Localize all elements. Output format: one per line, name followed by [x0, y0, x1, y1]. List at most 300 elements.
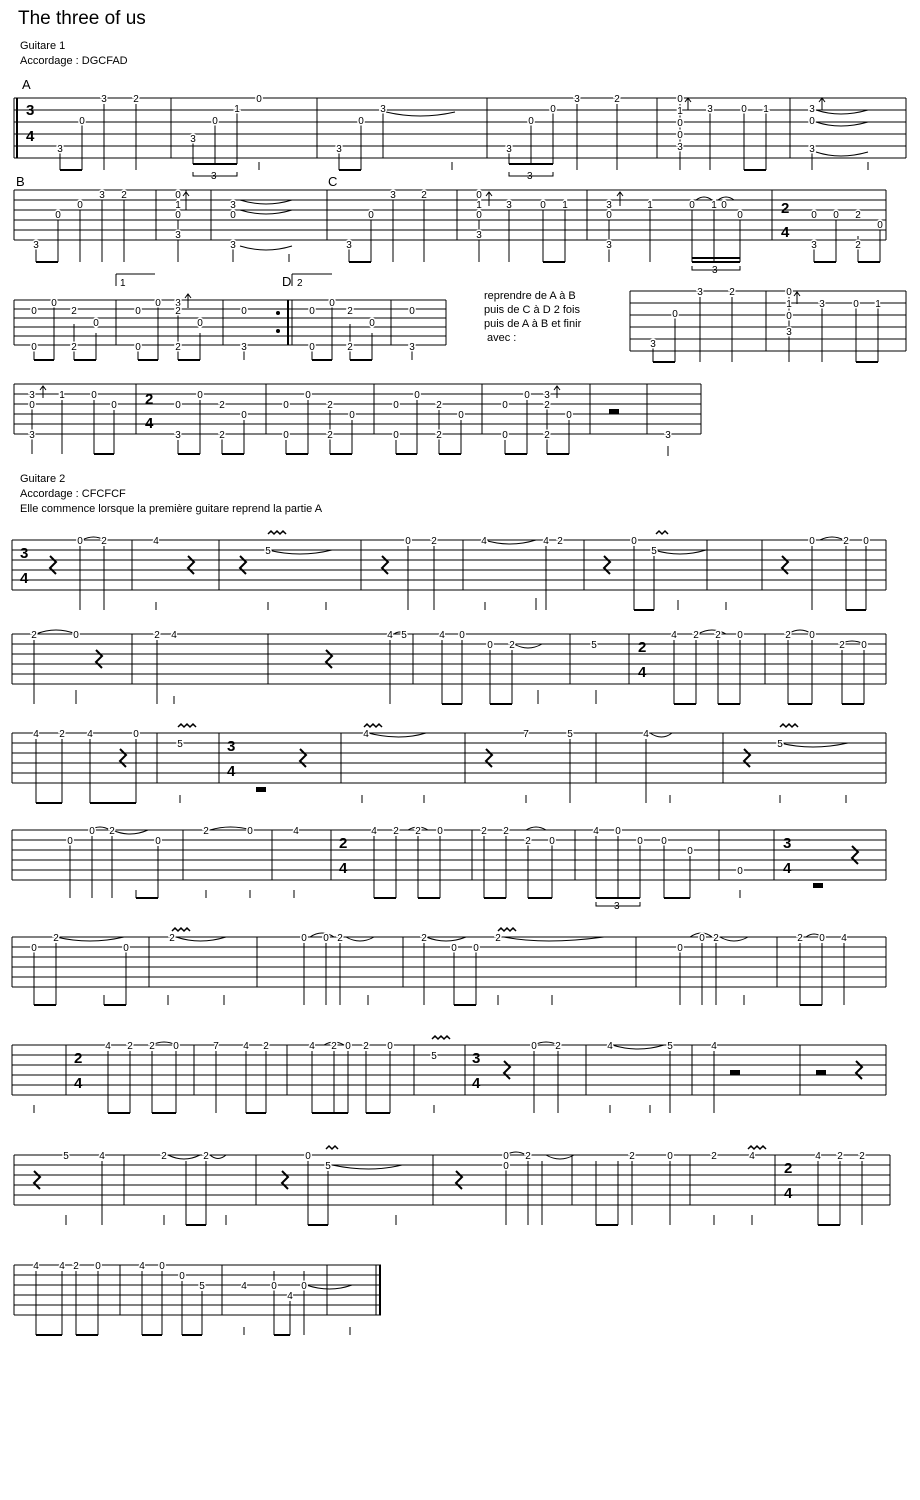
- svg-text:0: 0: [672, 309, 678, 320]
- svg-text:2: 2: [436, 430, 442, 441]
- svg-text:0: 0: [301, 933, 307, 944]
- svg-text:3: 3: [380, 104, 386, 115]
- repeat-line-1: reprendre de A à B: [484, 290, 576, 302]
- svg-text:0: 0: [393, 400, 399, 411]
- svg-text:4: 4: [287, 1291, 293, 1302]
- svg-text:0: 0: [853, 299, 859, 310]
- svg-text:0: 0: [301, 1281, 307, 1292]
- svg-text:2: 2: [557, 536, 563, 547]
- svg-text:3: 3: [99, 190, 105, 201]
- svg-text:0: 0: [528, 116, 534, 127]
- svg-text:2: 2: [71, 306, 77, 317]
- time-signature-numerator: 3: [26, 102, 35, 119]
- svg-text:0: 0: [77, 536, 83, 547]
- svg-text:0: 0: [67, 836, 73, 847]
- svg-text:3: 3: [57, 144, 63, 155]
- svg-text:0: 0: [661, 836, 667, 847]
- svg-text:3: 3: [230, 200, 236, 211]
- svg-text:1: 1: [786, 299, 792, 310]
- svg-text:0: 0: [133, 729, 139, 740]
- svg-text:3: 3: [707, 104, 713, 115]
- svg-text:1: 1: [234, 104, 240, 115]
- time-signature-denominator: 4: [20, 570, 29, 587]
- svg-text:4: 4: [241, 1281, 247, 1292]
- section-b-label: B: [16, 174, 25, 189]
- svg-text:0: 0: [637, 836, 643, 847]
- svg-text:0: 0: [283, 430, 289, 441]
- svg-text:0: 0: [51, 298, 57, 309]
- section-a-label: A: [22, 77, 31, 92]
- song-title: The three of us: [18, 8, 146, 29]
- svg-text:2: 2: [715, 630, 721, 641]
- svg-text:0: 0: [309, 342, 315, 353]
- time-signature-denominator: 4: [74, 1075, 83, 1092]
- svg-text:0: 0: [247, 826, 253, 837]
- svg-text:2: 2: [509, 640, 515, 651]
- svg-text:1: 1: [476, 200, 482, 211]
- tab-system-8: [12, 827, 886, 880]
- svg-text:3: 3: [506, 144, 512, 155]
- svg-text:4: 4: [139, 1261, 145, 1272]
- svg-text:2: 2: [175, 306, 181, 317]
- svg-text:2: 2: [203, 1151, 209, 1162]
- svg-text:2: 2: [59, 729, 65, 740]
- svg-text:2: 2: [693, 630, 699, 641]
- svg-text:4: 4: [33, 1261, 39, 1272]
- svg-text:3: 3: [190, 134, 196, 145]
- svg-text:3: 3: [809, 104, 815, 115]
- svg-text:4: 4: [593, 826, 599, 837]
- svg-text:3: 3: [606, 200, 612, 211]
- svg-text:0: 0: [524, 390, 530, 401]
- svg-text:0: 0: [55, 210, 61, 221]
- svg-text:0: 0: [197, 318, 203, 329]
- svg-text:1: 1: [59, 390, 65, 401]
- svg-text:2: 2: [855, 240, 861, 251]
- svg-text:0: 0: [437, 826, 443, 837]
- time-signature-numerator: 3: [783, 835, 792, 852]
- svg-text:3: 3: [409, 342, 415, 353]
- svg-text:4: 4: [749, 1151, 755, 1162]
- svg-text:0: 0: [737, 866, 743, 877]
- svg-text:0: 0: [458, 410, 464, 421]
- svg-text:4: 4: [671, 630, 677, 641]
- svg-text:0: 0: [677, 94, 683, 105]
- svg-text:3: 3: [346, 240, 352, 251]
- svg-text:2: 2: [101, 536, 107, 547]
- svg-text:2: 2: [71, 342, 77, 353]
- tab-system-5: [12, 537, 886, 590]
- svg-text:0: 0: [737, 210, 743, 221]
- time-signature-numerator: 2: [74, 1050, 83, 1067]
- svg-text:1: 1: [647, 200, 653, 211]
- svg-text:0: 0: [271, 1281, 277, 1292]
- svg-text:4: 4: [711, 1041, 717, 1052]
- tuplet-label: 3: [211, 171, 217, 182]
- svg-text:2: 2: [393, 826, 399, 837]
- svg-text:3: 3: [476, 230, 482, 241]
- time-signature-denominator: 4: [145, 415, 154, 432]
- svg-text:3: 3: [544, 390, 550, 401]
- svg-text:0: 0: [677, 118, 683, 129]
- svg-text:0: 0: [309, 306, 315, 317]
- svg-text:0: 0: [861, 640, 867, 651]
- svg-text:0: 0: [77, 200, 83, 211]
- svg-text:0: 0: [323, 933, 329, 944]
- svg-text:4: 4: [293, 826, 299, 837]
- svg-text:0: 0: [502, 430, 508, 441]
- svg-text:5: 5: [431, 1051, 437, 1062]
- time-signature-numerator: 3: [472, 1050, 481, 1067]
- svg-text:2: 2: [436, 400, 442, 411]
- svg-text:2: 2: [797, 933, 803, 944]
- svg-text:0: 0: [31, 943, 37, 954]
- svg-text:0: 0: [175, 210, 181, 221]
- svg-text:0: 0: [540, 200, 546, 211]
- svg-text:0: 0: [459, 630, 465, 641]
- svg-text:0: 0: [175, 400, 181, 411]
- svg-text:0: 0: [809, 630, 815, 641]
- time-signature-numerator: 3: [227, 738, 236, 755]
- svg-text:3: 3: [390, 190, 396, 201]
- svg-text:5: 5: [777, 739, 783, 750]
- time-signature-denominator: 4: [784, 1185, 793, 1202]
- svg-text:3: 3: [29, 390, 35, 401]
- svg-text:0: 0: [345, 1041, 351, 1052]
- svg-text:5: 5: [651, 546, 657, 557]
- time-signature-denominator: 4: [638, 664, 647, 681]
- svg-text:2: 2: [327, 400, 333, 411]
- svg-text:3: 3: [574, 94, 580, 105]
- svg-text:0: 0: [91, 390, 97, 401]
- svg-text:4: 4: [59, 1261, 65, 1272]
- svg-text:0: 0: [212, 116, 218, 127]
- svg-text:0: 0: [405, 536, 411, 547]
- svg-text:4: 4: [371, 826, 377, 837]
- svg-text:0: 0: [699, 933, 705, 944]
- svg-text:4: 4: [387, 630, 393, 641]
- svg-text:3: 3: [811, 240, 817, 251]
- svg-text:0: 0: [283, 400, 289, 411]
- repeat-line-3: puis de A à B et finir: [484, 318, 582, 330]
- time-signature-denominator: 4: [26, 128, 35, 145]
- svg-text:2: 2: [121, 190, 127, 201]
- svg-text:5: 5: [325, 1161, 331, 1172]
- svg-text:0: 0: [31, 342, 37, 353]
- guitar1-name: Guitare 1: [20, 40, 66, 52]
- svg-text:0: 0: [737, 630, 743, 641]
- svg-text:0: 0: [833, 210, 839, 221]
- svg-text:0: 0: [89, 826, 95, 837]
- svg-text:2: 2: [133, 94, 139, 105]
- svg-text:0: 0: [358, 116, 364, 127]
- svg-text:3: 3: [101, 94, 107, 105]
- svg-text:2: 2: [127, 1041, 133, 1052]
- svg-text:4: 4: [363, 729, 369, 740]
- svg-text:0: 0: [369, 318, 375, 329]
- svg-text:2: 2: [785, 630, 791, 641]
- volta-1-label: 1: [120, 278, 126, 289]
- svg-text:2: 2: [839, 640, 845, 651]
- svg-text:2: 2: [161, 1151, 167, 1162]
- svg-text:0: 0: [531, 1041, 537, 1052]
- svg-text:4: 4: [153, 536, 159, 547]
- svg-text:0: 0: [159, 1261, 165, 1272]
- svg-text:1: 1: [763, 104, 769, 115]
- svg-text:0: 0: [409, 306, 415, 317]
- svg-text:0: 0: [241, 306, 247, 317]
- svg-text:3: 3: [33, 240, 39, 251]
- repeat-dot-upper: [276, 311, 280, 315]
- tab-system-4: [14, 384, 701, 456]
- svg-text:0: 0: [689, 200, 695, 211]
- svg-text:4: 4: [643, 729, 649, 740]
- svg-text:2: 2: [421, 190, 427, 201]
- svg-text:4: 4: [481, 536, 487, 547]
- svg-text:0: 0: [387, 1041, 393, 1052]
- svg-text:0: 0: [503, 1161, 509, 1172]
- time-signature-denominator: 4: [227, 763, 236, 780]
- svg-text:5: 5: [265, 546, 271, 557]
- svg-text:0: 0: [721, 200, 727, 211]
- tuplet-label: 3: [712, 265, 718, 276]
- svg-text:4: 4: [87, 729, 93, 740]
- svg-text:4: 4: [439, 630, 445, 641]
- svg-text:2: 2: [175, 342, 181, 353]
- svg-text:0: 0: [349, 410, 355, 421]
- svg-text:5: 5: [177, 739, 183, 750]
- svg-text:3: 3: [175, 230, 181, 241]
- svg-text:1: 1: [711, 200, 717, 211]
- svg-text:4: 4: [841, 933, 847, 944]
- svg-text:0: 0: [667, 1151, 673, 1162]
- tab-system-6: [12, 630, 886, 684]
- svg-text:2: 2: [729, 287, 735, 298]
- svg-text:2: 2: [855, 210, 861, 221]
- svg-text:3: 3: [506, 200, 512, 211]
- svg-text:0: 0: [487, 640, 493, 651]
- svg-text:1: 1: [677, 106, 683, 117]
- section-c-label: C: [328, 174, 338, 189]
- svg-text:0: 0: [549, 836, 555, 847]
- svg-text:0: 0: [173, 1041, 179, 1052]
- svg-text:5: 5: [401, 630, 407, 641]
- svg-text:0: 0: [111, 400, 117, 411]
- svg-text:2: 2: [347, 342, 353, 353]
- time-signature-numerator: 3: [20, 545, 29, 562]
- svg-text:4: 4: [99, 1151, 105, 1162]
- svg-text:0: 0: [550, 104, 556, 115]
- svg-text:2: 2: [219, 400, 225, 411]
- svg-text:2: 2: [431, 536, 437, 547]
- svg-text:2: 2: [73, 1261, 79, 1272]
- svg-text:0: 0: [503, 1151, 509, 1162]
- svg-text:2: 2: [711, 1151, 717, 1162]
- svg-text:2: 2: [169, 933, 175, 944]
- tab-system-3: [14, 274, 446, 360]
- svg-text:2: 2: [109, 826, 115, 837]
- svg-text:2: 2: [629, 1151, 635, 1162]
- svg-text:3: 3: [175, 298, 181, 309]
- svg-text:0: 0: [230, 210, 236, 221]
- time-signature-numerator: 2: [339, 835, 348, 852]
- svg-text:2: 2: [713, 933, 719, 944]
- guitar1-tuning: Accordage : DGCFAD: [20, 55, 128, 67]
- svg-text:0: 0: [811, 210, 817, 221]
- svg-text:0: 0: [155, 836, 161, 847]
- svg-text:0: 0: [809, 116, 815, 127]
- svg-text:0: 0: [615, 826, 621, 837]
- svg-text:0: 0: [741, 104, 747, 115]
- svg-text:2: 2: [327, 430, 333, 441]
- svg-text:3: 3: [230, 240, 236, 251]
- svg-text:0: 0: [93, 318, 99, 329]
- svg-text:3: 3: [697, 287, 703, 298]
- svg-text:0: 0: [179, 1271, 185, 1282]
- svg-text:4: 4: [33, 729, 39, 740]
- svg-text:0: 0: [305, 1151, 311, 1162]
- svg-text:2: 2: [363, 1041, 369, 1052]
- svg-text:4: 4: [243, 1041, 249, 1052]
- repeat-dot-lower: [276, 329, 280, 333]
- svg-text:4: 4: [171, 630, 177, 641]
- svg-text:2: 2: [331, 1041, 337, 1052]
- svg-text:2: 2: [149, 1041, 155, 1052]
- svg-text:0: 0: [135, 306, 141, 317]
- svg-text:3: 3: [786, 327, 792, 338]
- svg-text:4: 4: [815, 1151, 821, 1162]
- svg-text:3: 3: [336, 144, 342, 155]
- svg-text:0: 0: [197, 390, 203, 401]
- svg-text:2: 2: [31, 630, 37, 641]
- svg-text:2: 2: [837, 1151, 843, 1162]
- tab-system-12: [14, 1265, 381, 1315]
- svg-text:2: 2: [555, 1041, 561, 1052]
- tab-system-10: [12, 1042, 886, 1095]
- tuplet-label: 3: [614, 901, 620, 912]
- guitar2-name: Guitare 2: [20, 473, 66, 485]
- svg-text:0: 0: [877, 220, 883, 231]
- tab-system-11: [14, 1152, 890, 1205]
- svg-text:7: 7: [213, 1041, 219, 1052]
- svg-text:2: 2: [859, 1151, 865, 1162]
- svg-text:0: 0: [414, 390, 420, 401]
- svg-text:0: 0: [476, 210, 482, 221]
- svg-text:0: 0: [863, 536, 869, 547]
- svg-text:5: 5: [199, 1281, 205, 1292]
- svg-text:0: 0: [256, 94, 262, 105]
- svg-text:3: 3: [241, 342, 247, 353]
- guitar2-note: Elle commence lorsque la première guitare reprend la partie A: [20, 503, 323, 515]
- svg-text:0: 0: [95, 1261, 101, 1272]
- svg-text:0: 0: [631, 536, 637, 547]
- svg-text:2: 2: [421, 933, 427, 944]
- svg-text:3: 3: [665, 430, 671, 441]
- svg-text:2: 2: [544, 430, 550, 441]
- svg-text:5: 5: [667, 1041, 673, 1052]
- svg-text:0: 0: [606, 210, 612, 221]
- svg-text:2: 2: [525, 836, 531, 847]
- slide-marks-g2: [106, 540, 882, 1265]
- svg-text:0: 0: [175, 190, 181, 201]
- svg-text:2: 2: [263, 1041, 269, 1052]
- svg-text:0: 0: [135, 342, 141, 353]
- time-signature-numerator: 2: [638, 639, 647, 656]
- svg-text:0: 0: [123, 943, 129, 954]
- tuplet-label: 3: [527, 171, 533, 182]
- svg-text:0: 0: [786, 287, 792, 298]
- svg-text:2: 2: [203, 826, 209, 837]
- svg-text:0: 0: [476, 190, 482, 201]
- svg-text:0: 0: [305, 390, 311, 401]
- svg-text:0: 0: [566, 410, 572, 421]
- repeat-line-2: puis de C à D 2 fois: [484, 304, 580, 316]
- svg-text:0: 0: [677, 130, 683, 141]
- svg-text:3: 3: [650, 339, 656, 350]
- svg-text:4: 4: [105, 1041, 111, 1052]
- tab-system-2: [14, 190, 886, 270]
- svg-text:3: 3: [175, 430, 181, 441]
- tab-system-9: [12, 933, 886, 987]
- svg-text:2: 2: [53, 933, 59, 944]
- tab-system-1: [14, 98, 906, 176]
- time-signature-denominator: 4: [783, 860, 792, 877]
- svg-text:3: 3: [677, 142, 683, 153]
- svg-text:3: 3: [819, 299, 825, 310]
- guitar2-tuning: Accordage : CFCFCF: [20, 488, 126, 500]
- svg-text:3: 3: [809, 144, 815, 155]
- svg-text:2: 2: [614, 94, 620, 105]
- tab-system-7: [12, 733, 886, 783]
- svg-text:0: 0: [502, 400, 508, 411]
- svg-text:3: 3: [606, 240, 612, 251]
- svg-text:0: 0: [809, 536, 815, 547]
- svg-text:0: 0: [241, 410, 247, 421]
- time-signature-numerator: 2: [781, 200, 790, 217]
- svg-text:1: 1: [562, 200, 568, 211]
- svg-text:0: 0: [79, 116, 85, 127]
- svg-text:4: 4: [607, 1041, 613, 1052]
- svg-text:0: 0: [73, 630, 79, 641]
- svg-text:5: 5: [63, 1151, 69, 1162]
- svg-text:0: 0: [677, 943, 683, 954]
- svg-text:0: 0: [368, 210, 374, 221]
- rest-symbol: [609, 409, 619, 414]
- svg-text:2: 2: [347, 306, 353, 317]
- svg-text:1: 1: [875, 299, 881, 310]
- svg-text:2: 2: [525, 1151, 531, 1162]
- svg-text:0: 0: [473, 943, 479, 954]
- volta-2-label: 2: [297, 278, 303, 289]
- svg-text:0: 0: [31, 306, 37, 317]
- section-d-label: D: [282, 274, 292, 289]
- svg-text:0: 0: [451, 943, 457, 954]
- svg-text:2: 2: [481, 826, 487, 837]
- svg-text:5: 5: [591, 640, 597, 651]
- svg-text:2: 2: [503, 826, 509, 837]
- svg-text:2: 2: [843, 536, 849, 547]
- svg-text:0: 0: [786, 311, 792, 322]
- time-signature-numerator: 2: [784, 1160, 793, 1177]
- svg-text:0: 0: [819, 933, 825, 944]
- svg-text:3: 3: [29, 430, 35, 441]
- svg-text:5: 5: [567, 729, 573, 740]
- tab-ending-staff: [630, 291, 906, 362]
- svg-text:2: 2: [495, 933, 501, 944]
- time-signature-denominator: 4: [781, 224, 790, 241]
- svg-text:2: 2: [154, 630, 160, 641]
- svg-text:0: 0: [687, 846, 693, 857]
